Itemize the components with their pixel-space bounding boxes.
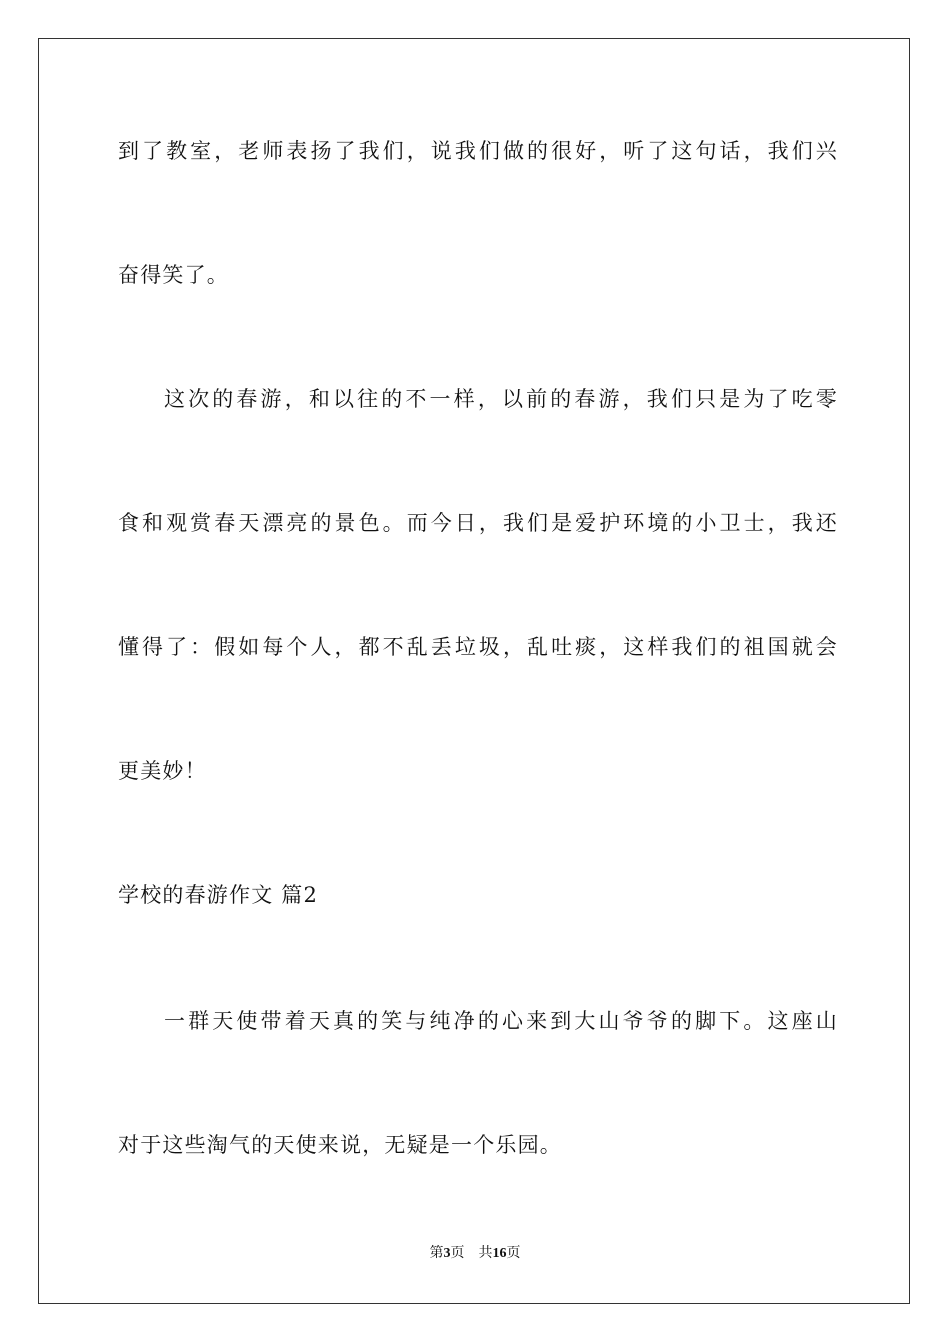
paragraph-3-line-1: 一群天使带着天真的笑与纯净的心来到大山爷爷的脚下。这座山	[164, 1009, 838, 1033]
total-pages: 16	[492, 1246, 507, 1261]
total-suffix: 页	[506, 1246, 521, 1261]
paragraph-3-line-2: 对于这些淘气的天使来说，无疑是一个乐园。	[118, 1133, 562, 1157]
paragraph-2-line-4: 更美妙！	[118, 759, 207, 783]
paragraph-1-line-2: 奋得笑了。	[118, 263, 229, 287]
paragraph-2-line-1: 这次的春游，和以往的不一样，以前的春游，我们只是为了吃零	[164, 387, 838, 411]
page-footer	[0, 1244, 950, 1264]
page-prefix: 第	[429, 1246, 444, 1261]
paragraph-1-line-1: 到了教室，老师表扬了我们，说我们做的很好，听了这句话，我们兴	[118, 139, 838, 163]
paragraph-2-line-3: 懂得了：假如每个人，都不乱丢垃圾，乱吐痰，这样我们的祖国就会	[118, 635, 838, 659]
page-number: 3	[443, 1246, 451, 1261]
section-heading: 学校的春游作文 篇2	[118, 883, 319, 907]
total-prefix: 共	[478, 1246, 493, 1261]
page-suffix: 页	[450, 1246, 465, 1261]
paragraph-2-line-2: 食和观赏春天漂亮的景色。而今日，我们是爱护环境的小卫士，我还	[118, 511, 838, 535]
page-border	[38, 38, 910, 1304]
